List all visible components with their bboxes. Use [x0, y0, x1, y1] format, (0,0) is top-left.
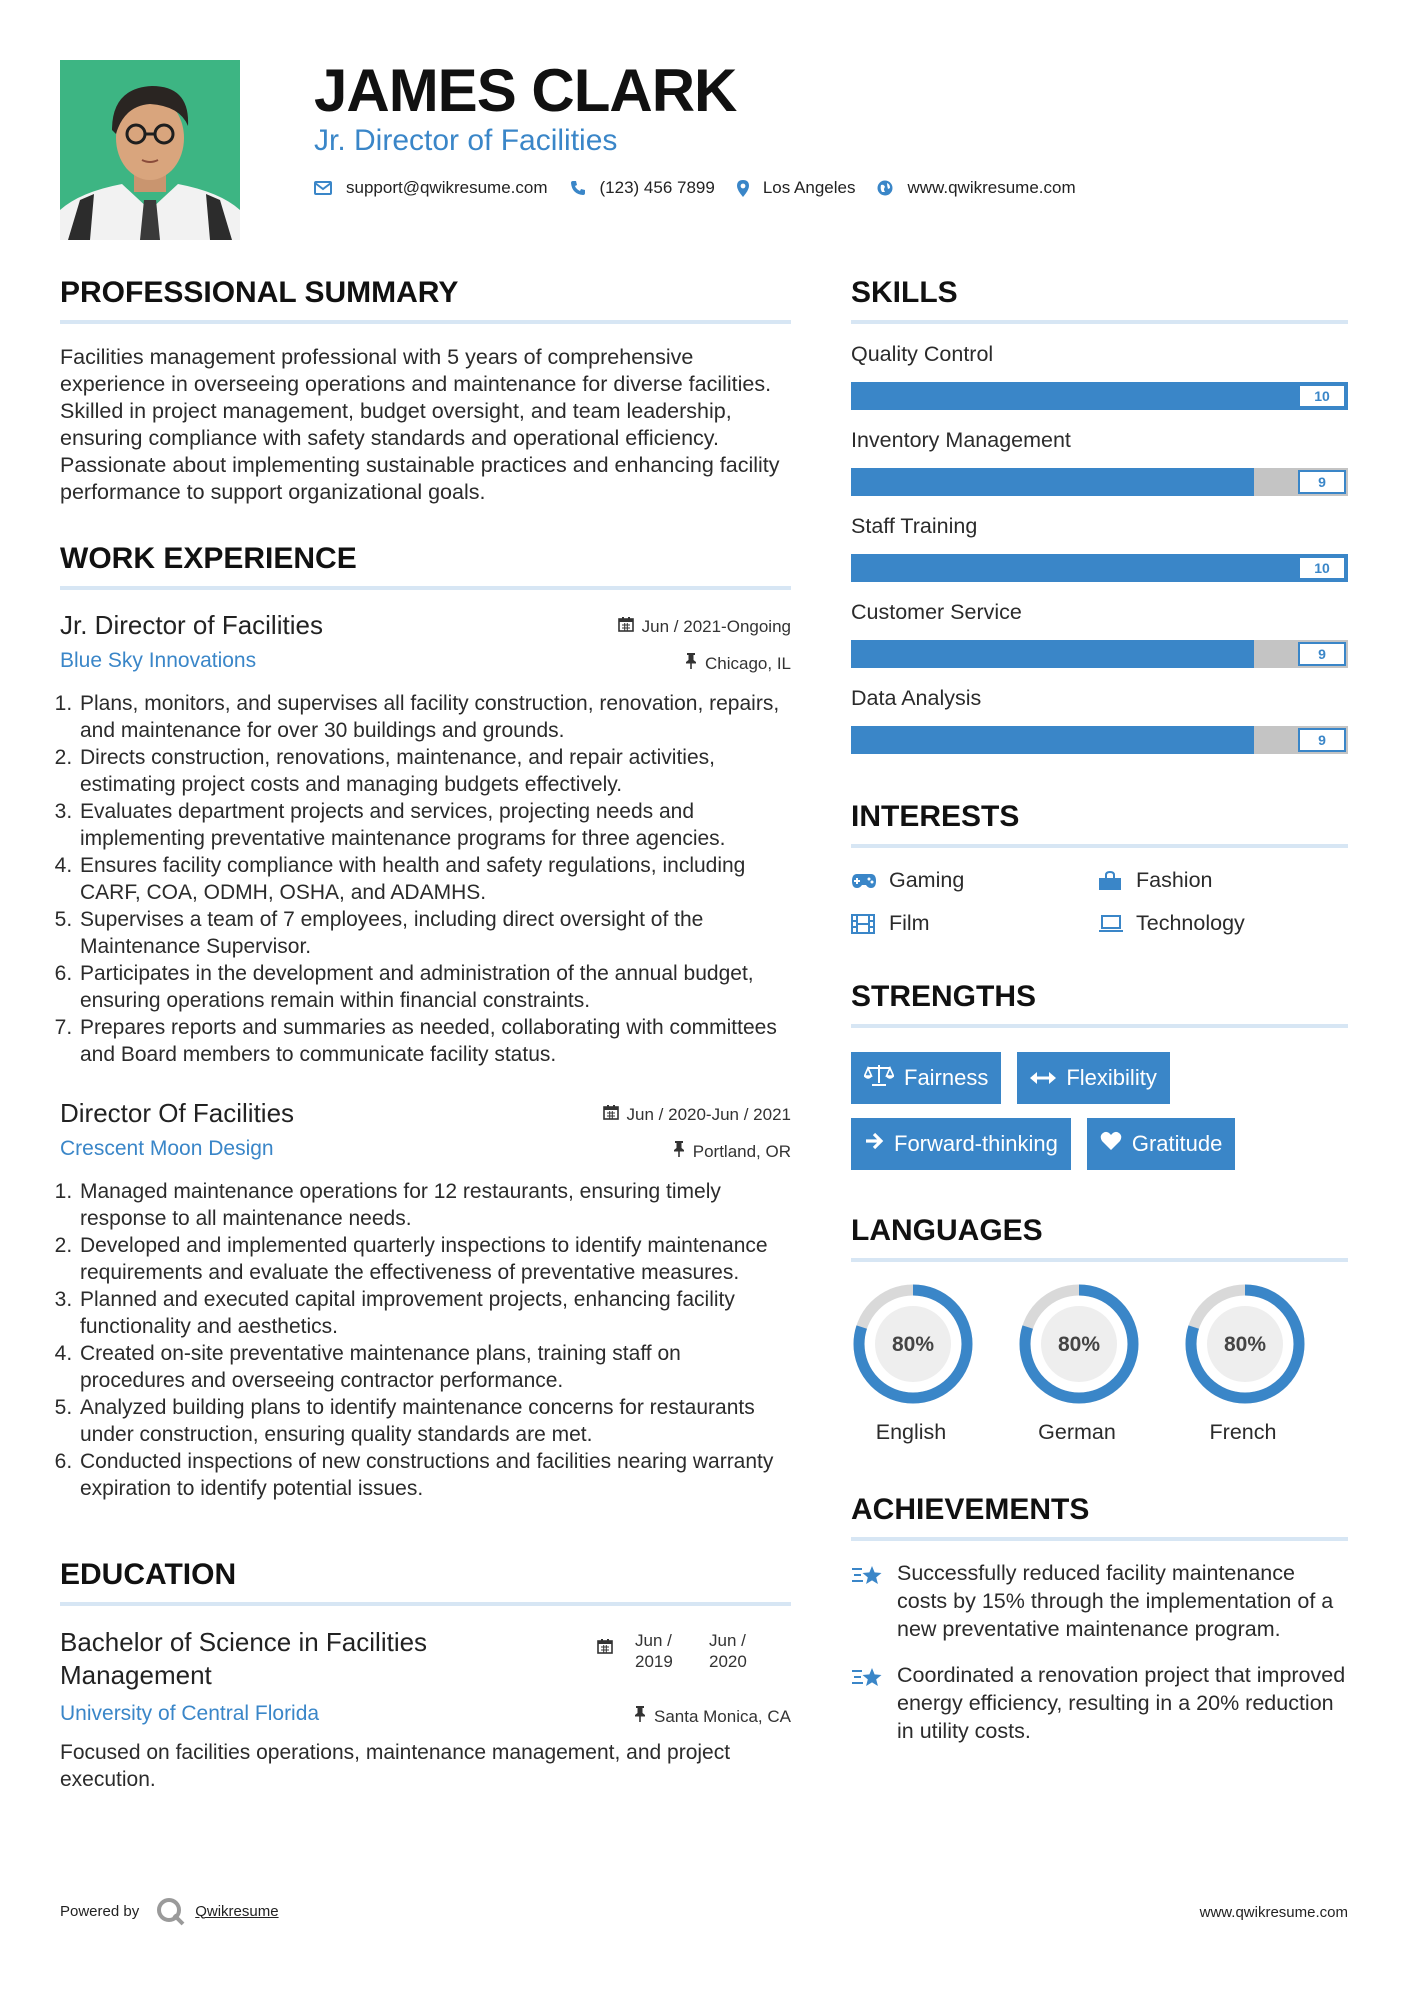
skill-name: Data Analysis: [851, 686, 982, 710]
strength-chip: Fairness: [851, 1052, 1001, 1104]
footer-website[interactable]: www.qwikresume.com: [1199, 1904, 1348, 1921]
skill-bar: [851, 640, 1348, 668]
skills-list: [851, 342, 1348, 754]
interests-heading: INTERESTS: [851, 800, 1348, 848]
language-percent: 80%: [1057, 1333, 1101, 1356]
duty-item: 3. Evaluates department projects and services, projecting needs and implementing preventative maintenance programs for three agencies.: [78, 798, 791, 852]
work-heading: WORK EXPERIENCE: [60, 542, 791, 590]
skill-bar-fill: [851, 554, 1348, 582]
achievements-heading: ACHIEVEMENTS: [851, 1493, 1348, 1541]
contact-email[interactable]: support@qwikresume.com: [346, 178, 548, 197]
shooting-star-icon: [851, 1559, 887, 1589]
contact-website[interactable]: www.qwikresume.com: [907, 178, 1076, 197]
duty-item: 5. Analyzed building plans to identify maintenance concerns for restaurants under construction, ensuring quality standards are met.: [78, 1394, 791, 1448]
skill-name: Staff Training: [851, 514, 978, 538]
interest-item: Technology: [1098, 911, 1345, 936]
skill-bar-fill: [851, 726, 1254, 754]
language-name: French: [1209, 1420, 1277, 1444]
strengths-heading: STRENGTHS: [851, 980, 1348, 1028]
contact-phone[interactable]: (123) 456 7899: [599, 178, 715, 197]
job-entry: [60, 1098, 791, 1502]
pushpin-icon: [634, 1706, 646, 1727]
interest-item: Film: [851, 911, 1098, 936]
skill-bar: [851, 554, 1348, 582]
skill-level: 9: [1298, 470, 1346, 494]
school-name: University of Central Florida: [60, 1701, 320, 1725]
skill-item: [851, 514, 1348, 582]
skill-item: [851, 600, 1348, 668]
language-name: German: [1038, 1420, 1116, 1444]
calendar-icon: [603, 1104, 619, 1125]
duty-item: 2. Directs construction, renovations, maintenance, and repair activities, estimating project costs and managing budgets effectively.: [78, 744, 791, 798]
pushpin-icon: [685, 653, 697, 674]
arrow-right-icon: [864, 1131, 884, 1157]
candidate-name: JAMES CLARK: [314, 57, 737, 124]
education-description: Focused on facilities operations, maintenance management, and project execution.: [60, 1741, 731, 1791]
skill-bar: [851, 726, 1348, 754]
skill-item: [851, 428, 1348, 496]
laptop-icon: [1098, 915, 1126, 933]
language-ring: [1017, 1282, 1141, 1406]
arrows-horizontal-icon: [1030, 1065, 1056, 1091]
job-duties: [60, 690, 791, 1068]
phone-icon: [570, 180, 586, 196]
interests-list: [851, 868, 1348, 936]
language-item: [851, 1282, 971, 1445]
map-marker-icon: [737, 180, 749, 197]
skill-level: 10: [1298, 384, 1346, 408]
language-item: [1017, 1282, 1137, 1445]
skill-bar-fill: [851, 382, 1348, 410]
education-entry: [60, 1626, 791, 1793]
languages-heading: LANGUAGES: [851, 1214, 1348, 1262]
duty-item: 7. Prepares reports and summaries as needed, collaborating with committees and Board members to communicate facility status.: [78, 1014, 791, 1068]
skill-level: 10: [1298, 556, 1346, 580]
job-dates: Jun / 2020-Jun / 2021: [603, 1098, 791, 1125]
duty-item: 6. Conducted inspections of new constructions and facilities nearing warranty expiration to identify potential issues.: [78, 1448, 791, 1502]
skills-heading: SKILLS: [851, 276, 1348, 324]
job-location: Chicago, IL: [685, 647, 791, 674]
job-duties: [60, 1178, 791, 1502]
education-heading: EDUCATION: [60, 1558, 791, 1606]
duty-item: 6. Participates in the development and administration of the annual budget, ensuring operations remain within financial constraints.: [78, 960, 791, 1014]
skill-bar-fill: [851, 468, 1254, 496]
envelope-icon: [314, 181, 332, 195]
degree-title: Bachelor of Science in Facilities Management: [60, 1627, 428, 1690]
left-column: [60, 276, 791, 1793]
candidate-title: Jr. Director of Facilities: [314, 124, 618, 157]
language-item: [1183, 1282, 1303, 1445]
achievement-item: Coordinated a renovation project that improved energy efficiency, resulting in a 20% reduction in utility costs.: [851, 1661, 1348, 1745]
shopping-bag-icon: [1098, 871, 1126, 891]
strengths-list: [851, 1052, 1348, 1170]
education-end: Jun / 2020: [709, 1631, 747, 1671]
globe-icon: [877, 180, 893, 196]
languages-list: [851, 1282, 1348, 1445]
interest-item: Fashion: [1098, 868, 1345, 893]
strength-chip: Forward-thinking: [851, 1118, 1071, 1170]
heart-icon: [1100, 1131, 1122, 1157]
education-location: Santa Monica, CA: [634, 1700, 791, 1727]
language-percent: 80%: [1223, 1333, 1267, 1356]
duty-item: 3. Planned and executed capital improvement projects, enhancing facility functionality and aesthetics.: [78, 1286, 791, 1340]
footer-powered-by: Powered by Qwikresume: [60, 1896, 279, 1926]
duty-item: 2. Developed and implemented quarterly inspections to identify maintenance requirements and evaluate the effectiveness of preventative measures.: [78, 1232, 791, 1286]
film-icon: [851, 914, 879, 934]
qwikresume-link[interactable]: Qwikresume: [195, 1902, 279, 1920]
achievement-item: Successfully reduced facility maintenance costs by 15% through the implementation of a new preventative maintenance program.: [851, 1559, 1348, 1643]
company-name: Crescent Moon Design: [60, 1136, 274, 1160]
skill-bar-fill: [851, 640, 1254, 668]
education-dates: [597, 1626, 791, 1672]
skill-item: [851, 342, 1348, 410]
profile-photo: [60, 60, 240, 240]
contact-location: Los Angeles: [762, 178, 856, 197]
skill-level: 9: [1298, 642, 1346, 666]
language-ring: [851, 1282, 975, 1406]
right-column: [851, 276, 1348, 1745]
duty-item: 1. Managed maintenance operations for 12 restaurants, ensuring timely response to all maintenance needs.: [78, 1178, 791, 1232]
summary-heading: PROFESSIONAL SUMMARY: [60, 276, 791, 324]
qwikresume-logo-icon: [155, 1896, 185, 1926]
skill-bar: [851, 468, 1348, 496]
interest-item: Gaming: [851, 868, 1098, 893]
calendar-icon: [597, 1630, 613, 1659]
job-title: Director Of Facilities: [60, 1098, 295, 1128]
job-title: Jr. Director of Facilities: [60, 610, 323, 640]
shooting-star-icon: [851, 1661, 887, 1691]
skill-level: 9: [1298, 728, 1346, 752]
duty-item: 4. Created on-site preventative maintenance plans, training staff on procedures and overseeing contractor performance.: [78, 1340, 791, 1394]
pushpin-icon: [673, 1141, 685, 1162]
job-location: Portland, OR: [673, 1135, 791, 1162]
skill-name: Quality Control: [851, 342, 994, 366]
education-start: Jun / 2019: [635, 1631, 673, 1671]
skill-bar: [851, 382, 1348, 410]
duty-item: 4. Ensures facility compliance with health and safety regulations, including CARF, COA, ODMH, OSHA, and ADAMHS.: [78, 852, 791, 906]
contact-bar: [314, 178, 1098, 198]
gamepad-icon: [851, 873, 879, 889]
duty-item: 5. Supervises a team of 7 employees, including direct oversight of the Maintenance Supervisor.: [78, 906, 791, 960]
duty-item: 1. Plans, monitors, and supervises all facility construction, renovation, repairs, and maintenance for over 30 buildings and grounds.: [78, 690, 791, 744]
job-entry: [60, 610, 791, 1068]
strength-chip: Flexibility: [1017, 1052, 1169, 1104]
language-name: English: [875, 1420, 947, 1444]
summary-text: Facilities management professional with 5 years of comprehensive experience in overseeing operations and maintenance for diverse facilities. Skilled in project management, budget oversight, and team leadership, ensuring compliance with safety standards and operational efficiency. Passionate about implementing sustainable practices and enhancing facility performance to support organizational goals.: [60, 345, 780, 504]
balance-scale-icon: [864, 1064, 894, 1092]
language-percent: 80%: [891, 1333, 935, 1356]
language-ring: [1183, 1282, 1307, 1406]
job-dates: Jun / 2021-Ongoing: [618, 610, 791, 637]
skill-name: Customer Service: [851, 600, 1022, 624]
skill-item: [851, 686, 1348, 754]
strength-chip: Gratitude: [1087, 1118, 1236, 1170]
calendar-icon: [618, 616, 634, 637]
company-name: Blue Sky Innovations: [60, 648, 257, 672]
skill-name: Inventory Management: [851, 428, 1071, 452]
